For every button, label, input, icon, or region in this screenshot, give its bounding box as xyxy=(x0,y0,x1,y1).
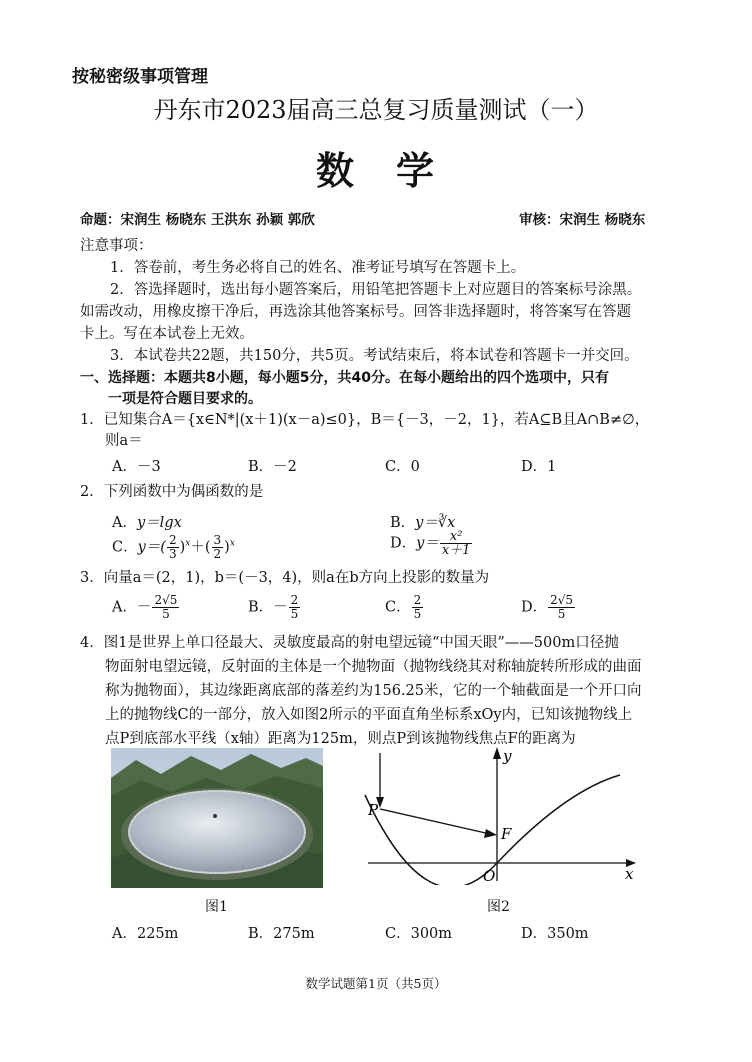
q4-option-a[interactable]: A．225m xyxy=(112,926,179,942)
q1-option-d[interactable]: D．1 xyxy=(521,459,557,475)
parabola-diagram xyxy=(360,745,650,885)
q1-stem-cont: 则a＝ xyxy=(105,433,143,449)
q4-stem-line4: 上的抛物线C的一部分，放入如图2所示的平面直角坐标系xOy内，已知该抛物线上 xyxy=(105,707,633,723)
q3-option-d[interactable] xyxy=(521,594,576,621)
figure2-caption: 图2 xyxy=(487,899,510,915)
secrecy-label: 按秘密级事项管理 xyxy=(72,67,208,87)
q3-option-b-sign: － xyxy=(273,599,288,616)
q3-option-c-label: C． xyxy=(385,599,411,616)
q1-stem: 1．已知集合A＝{x∈N*|(x＋1)(x－a)≤0}，B＝{－3，－2，1}，若A⊆B且A∩B≠∅， xyxy=(80,412,650,428)
q4-stem-line2: 物面射电望远镜，反射面的主体是一个抛物面（抛物线绕其对称轴旋转所形成的曲面 xyxy=(105,659,642,675)
q4-stem-line5: 点P到底部水平线（x轴）距离为125m，则点P到该抛物线焦点F的距离为 xyxy=(105,731,576,747)
figure1-caption: 图1 xyxy=(205,899,228,915)
authors-line: 命题：宋润生 杨晓东 王洪东 孙颖 郭欣 xyxy=(80,212,315,228)
y-axis-label: y xyxy=(503,747,512,765)
q2-option-c-label: C． xyxy=(112,539,138,556)
section-heading: 一、选择题：本题共8小题，每小题5分，共40分。在每小题给出的四个选项中，只有 xyxy=(80,370,609,386)
notice-item-2: 2．答选择题时，选出每小题答案后，用铅笔把答题卡上对应题目的答案标号涂黑。 xyxy=(110,282,642,298)
origin-label: O xyxy=(483,867,496,885)
q4-option-b[interactable]: B．275m xyxy=(248,926,315,942)
point-p-label: P xyxy=(368,801,379,819)
q2-c-paren1: ) xyxy=(179,539,186,556)
q3-c-den: 5 xyxy=(413,607,422,621)
q3-b-num: 2 xyxy=(290,593,299,607)
segment-p-to-f xyxy=(380,809,490,834)
q2-c-frac1-num: 2 xyxy=(168,533,177,547)
q3-d-den: 5 xyxy=(557,607,566,621)
subject-title: 数 学 xyxy=(315,149,436,193)
exam-title: 丹东市2023届高三总复习质量测试（一） xyxy=(153,96,599,124)
q2-option-c-prefix: y＝( xyxy=(137,539,166,556)
q2-option-d-label: D． xyxy=(390,535,417,552)
q2-option-c[interactable] xyxy=(112,534,235,561)
q2-option-b-label: B． xyxy=(390,515,416,531)
q3-d-num: 2√5 xyxy=(550,593,574,607)
q3-option-b-label: B． xyxy=(248,599,274,616)
notice-item-3: 3．本试卷共22题，共150分，共5页。考试结束后，将本试卷和答题卡一并交回。 xyxy=(110,348,639,364)
q3-option-a-sign: － xyxy=(136,599,152,616)
reviewers-line: 审核：宋润生 杨晓东 xyxy=(519,212,646,228)
q1-option-b[interactable]: B．－2 xyxy=(248,459,297,475)
q3-stem: 3．向量a＝(2，1)，b＝(－3，4)，则a在b方向上投影的数量为 xyxy=(80,570,490,586)
notice-item-1: 1．答卷前，考生务必将自己的姓名、准考证号填写在答题卡上。 xyxy=(110,260,526,276)
q2-c-plus: ＋( xyxy=(190,539,211,556)
q2-option-b-expr: y＝∛x xyxy=(415,515,456,531)
point-f-label: F xyxy=(501,825,512,843)
q1-option-c[interactable]: C．0 xyxy=(385,459,420,475)
q2-option-a-label: A． xyxy=(112,515,137,531)
x-axis-label: x xyxy=(625,865,634,883)
q2-d-frac-den: x＋1 xyxy=(441,543,471,558)
section-heading-cont: 一项是符合题目要求的。 xyxy=(108,391,262,407)
q2-stem: 2．下列函数中为偶函数的是 xyxy=(80,484,264,500)
q3-option-c[interactable] xyxy=(385,594,424,621)
q2-c-frac2-num: 3 xyxy=(213,533,222,547)
q3-a-den: 5 xyxy=(162,607,170,621)
q3-b-den: 5 xyxy=(290,607,299,621)
q2-c-frac1-den: 3 xyxy=(168,547,177,561)
q3-c-num: 2 xyxy=(413,593,422,607)
q2-c-exp1: x xyxy=(185,538,191,549)
q4-option-c[interactable]: C．300m xyxy=(385,926,453,942)
q2-option-b[interactable] xyxy=(390,511,455,532)
q2-c-exp2: x xyxy=(229,538,235,549)
q2-option-d-prefix: y＝ xyxy=(416,535,439,552)
q3-a-num: 2√5 xyxy=(154,593,178,607)
q2-option-a-expr: y＝lgx xyxy=(136,515,182,531)
q3-option-b[interactable] xyxy=(248,594,301,621)
notice-heading: 注意事项： xyxy=(80,238,153,254)
q4-stem-line1: 4．图1是世界上单口径最大、灵敏度最高的射电望远镜“中国天眼”——500m口径抛 xyxy=(80,635,619,651)
q2-option-a[interactable] xyxy=(112,511,182,532)
notice-item-2-cont2: 卡上。写在本试卷上无效。 xyxy=(80,326,254,342)
q4-stem-line3: 称为抛物面），其边缘距离底部的落差约为156.25米，它的一个轴截面是一个开口向 xyxy=(105,683,642,699)
q2-option-d[interactable] xyxy=(390,530,473,557)
page-footer: 数学试题第1页（共5页） xyxy=(305,976,447,991)
y-axis-arrow xyxy=(493,747,501,759)
q3-option-d-label: D． xyxy=(521,599,548,616)
q3-option-a-label: A． xyxy=(112,599,137,616)
fast-telescope-photo xyxy=(111,748,323,888)
q2-c-paren2: ) xyxy=(224,539,230,556)
q1-option-a[interactable]: A．－3 xyxy=(112,459,161,475)
q4-option-d[interactable]: D．350m xyxy=(521,926,589,942)
q2-d-frac-num: x² xyxy=(440,530,473,544)
q2-c-frac2-den: 2 xyxy=(213,547,222,561)
notice-item-2-cont: 如需改动，用橡皮擦干净后，再选涂其他答案标号。回答非选择题时，将答案写在答题 xyxy=(80,304,631,320)
q3-option-a[interactable] xyxy=(112,594,180,621)
